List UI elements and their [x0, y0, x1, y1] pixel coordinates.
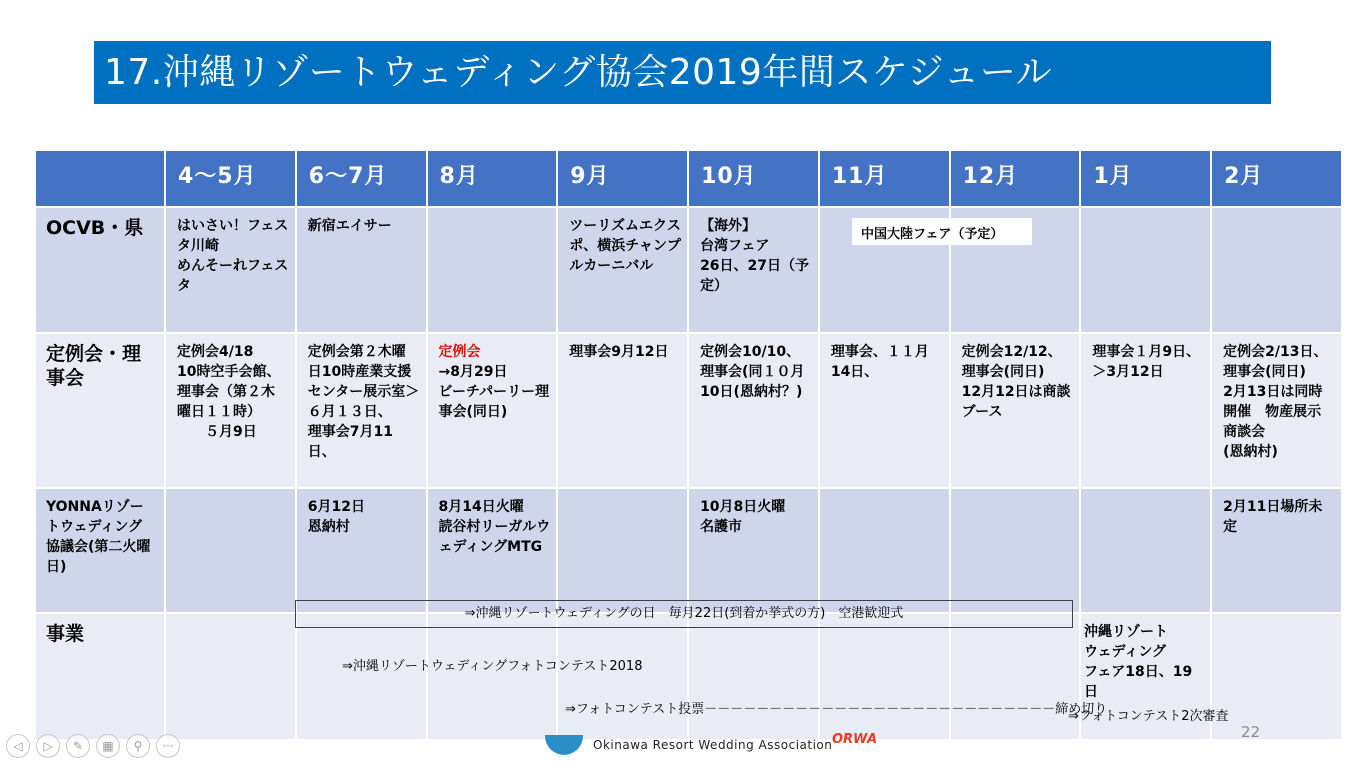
zoom-icon[interactable]: ⚲: [126, 734, 150, 758]
month-header: 6～7月: [297, 151, 426, 206]
table-cell: 理事会１月9日、＞3月12日: [1081, 334, 1210, 487]
table-cell: [428, 614, 557, 739]
month-header: 8月: [428, 151, 557, 206]
table-cell: 6月12日 恩納村: [297, 489, 426, 612]
table-cell-august-meeting: [428, 334, 557, 487]
month-header: 2月: [1212, 151, 1341, 206]
table-cell: 定例会10/10、理事会(同１０月10日(恩納村？): [689, 334, 818, 487]
prev-slide-icon[interactable]: ◁: [6, 734, 30, 758]
table-cell: [1212, 614, 1341, 739]
table-cell: 10月8日火曜 名護市: [689, 489, 818, 612]
table-cell: [820, 489, 949, 612]
next-slide-icon[interactable]: ▷: [36, 734, 60, 758]
table-cell: 【海外】 台湾フェア 26日、27日（予定）: [689, 208, 818, 332]
page-number: 22: [1241, 723, 1261, 741]
table-cell: [689, 614, 818, 739]
table-cell: [1081, 208, 1210, 332]
table-cell: [166, 489, 295, 612]
table-cell: [166, 614, 295, 739]
month-header: 12月: [951, 151, 1080, 206]
more-options-icon[interactable]: ···: [156, 734, 180, 758]
row-header-ocvb: OCVB・県: [36, 208, 164, 332]
table-cell: 定例会4/18 10時空手会館、理事会（第２木曜日１１時） ５月9日: [166, 334, 295, 487]
cell-text: →8月29日 ビーチパーリー理事会(同日): [438, 364, 550, 420]
table-cell: 定例会12/12、理事会(同日) 12月12日は商談ブース: [951, 334, 1080, 487]
photo-contest-label: ⇒沖縄リゾートウェディングフォトコンテスト2018: [342, 659, 643, 674]
month-header: 11月: [820, 151, 949, 206]
month-header: 4～5月: [166, 151, 295, 206]
table-cell: 新宿エイサー: [297, 208, 426, 332]
row-header-business: 事業: [36, 614, 164, 739]
row-header-meetings: 定例会・理事会: [36, 334, 164, 487]
table-cell: [1212, 208, 1341, 332]
table-cell: 2月11日場所未定: [1212, 489, 1341, 612]
photo-second-review-label: ⇒フォトコンテスト2次審査: [1068, 709, 1229, 724]
table-cell: 理事会9月12日: [558, 334, 687, 487]
slide-title: 17.沖縄リゾートウェディング協会2019年間スケジュール: [94, 41, 1271, 104]
red-label: 定例会: [438, 344, 481, 360]
pen-icon[interactable]: ✎: [66, 734, 90, 758]
month-header: 10月: [689, 151, 818, 206]
table-cell: 理事会、１１月14日、: [820, 334, 949, 487]
china-fair-label: 中国大陸フェア（予定）: [852, 218, 1032, 245]
slides-grid-icon[interactable]: ▦: [96, 734, 120, 758]
table-cell: [428, 208, 557, 332]
resort-fair-label: 沖縄リゾート ウェディング フェア18日、19 日: [1084, 624, 1193, 700]
month-header: 1月: [1081, 151, 1210, 206]
table-cell: [558, 614, 687, 739]
table-cell: [951, 489, 1080, 612]
table-cell: 定例会2/13日、理事会(同日) 2月13日は同時開催 物産展示商談会 (恩納村): [1212, 334, 1341, 487]
photo-vote-label: ⇒フォトコンテスト投票－－－－－－－－－－－－－－－－－－－－－－－－－－－締め切り: [565, 702, 1108, 717]
corner-header: [36, 151, 164, 206]
association-name: Okinawa Resort Wedding Association: [593, 738, 833, 752]
table-cell: [820, 614, 949, 739]
table-cell: [951, 614, 1080, 739]
month-header: 9月: [558, 151, 687, 206]
slideshow-toolbar: [6, 734, 180, 758]
table-cell: 定例会第２木曜日10時産業支援センター展示室＞６月１３日、 理事会7月11日、: [297, 334, 426, 487]
table-cell: 8月14日火曜 読谷村リーガルウェディングMTG: [428, 489, 557, 612]
association-logo-icon: [545, 735, 583, 755]
table-cell: [558, 489, 687, 612]
table-cell: [297, 614, 426, 739]
table-cell: ツーリズムエクスポ、横浜チャンプルカーニバル: [558, 208, 687, 332]
table-cell: [1081, 489, 1210, 612]
row-header-yonna: YONNAリゾートウェディング協議会(第二火曜日): [36, 489, 164, 612]
brand-mark: ORWA: [832, 732, 877, 747]
airport-welcome-banner: ⇒沖縄リゾートウェディングの日 毎月22日(到着か挙式の方) 空港歓迎式: [295, 600, 1073, 628]
table-cell: はいさい！フェスタ川崎 めんそーれフェスタ: [166, 208, 295, 332]
